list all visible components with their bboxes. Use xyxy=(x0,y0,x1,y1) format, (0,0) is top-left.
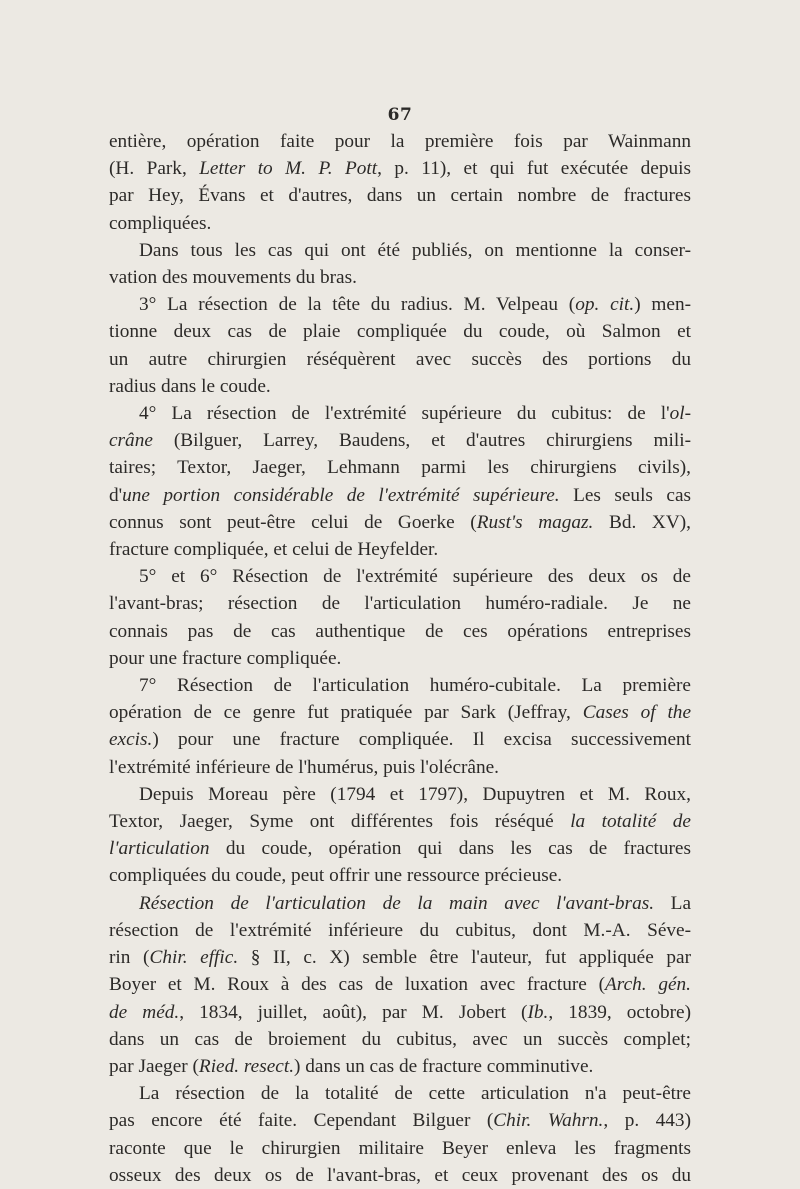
text-line xyxy=(109,264,691,291)
text-line xyxy=(109,808,691,835)
text-segment: Boyer et M. Roux à des cas de luxation avec fracture ( xyxy=(109,974,605,996)
text-line xyxy=(109,536,691,563)
text-line xyxy=(109,1107,691,1134)
text-line xyxy=(109,944,691,971)
text-segment: un autre chirurgien réséquèrent avec succès des portions du xyxy=(109,348,691,370)
text-segment: vation des mouvements du bras. xyxy=(109,267,357,289)
italic-segment: Résection de l'articulation de la main avec l'avant-bras. xyxy=(139,892,655,914)
text-line xyxy=(109,1080,691,1107)
body-text xyxy=(109,128,691,1189)
text-segment: d' xyxy=(109,484,123,506)
text-segment: l'extrémité inférieure de l'humérus, puis l'olécrâne. xyxy=(109,756,500,778)
text-segment: par Hey, Évans et d'autres, dans un certain nombre de fractures xyxy=(109,185,691,207)
text-line xyxy=(109,971,691,998)
text-line xyxy=(109,128,691,155)
text-line xyxy=(109,427,691,454)
text-segment: compliquées du coude, peut offrir une ressource précieuse. xyxy=(109,865,563,887)
text-segment: du coude, opération qui dans les cas de fractures xyxy=(209,838,691,860)
text-line xyxy=(109,1053,691,1080)
text-segment: 7° Résection de l'articulation huméro-cubitale. La première xyxy=(139,675,691,697)
text-line xyxy=(109,454,691,481)
text-line xyxy=(109,155,691,182)
italic-segment: Ried. resect. xyxy=(198,1055,295,1077)
text-line xyxy=(109,210,691,237)
text-line xyxy=(109,999,691,1026)
text-segment: La xyxy=(654,892,691,914)
text-segment: rin ( xyxy=(109,947,150,969)
text-line xyxy=(109,1162,691,1189)
text-line xyxy=(109,509,691,536)
italic-segment: excis. xyxy=(109,729,153,751)
text-line xyxy=(109,373,691,400)
text-segment: ) pour une fracture compliquée. Il excisa successivement xyxy=(152,729,691,751)
italic-segment: Letter to M. P. Pott xyxy=(199,158,378,180)
text-line xyxy=(109,590,691,617)
text-line xyxy=(109,835,691,862)
text-segment: (H. Park, xyxy=(109,158,200,180)
text-segment: par Jaeger ( xyxy=(109,1055,199,1077)
text-segment: ) men- xyxy=(634,294,692,316)
text-line xyxy=(109,1135,691,1162)
page-number: 67 xyxy=(387,105,413,125)
text-segment: pas encore été faite. Cependant Bilguer ( xyxy=(109,1110,494,1132)
italic-segment: Ib. xyxy=(527,1001,549,1023)
text-segment: radius dans le coude. xyxy=(109,375,271,397)
text-line xyxy=(109,726,691,753)
text-line xyxy=(109,699,691,726)
italic-segment: une portion considérable de l'extrémité supérieure. xyxy=(122,484,560,506)
text-line xyxy=(109,237,691,264)
text-line xyxy=(109,672,691,699)
text-line xyxy=(109,182,691,209)
text-segment: § II, c. X) semble être l'auteur, fut appliquée par xyxy=(238,947,691,969)
text-segment: taires; Textor, Jaeger, Lehmann parmi les chirurgiens civils), xyxy=(109,457,691,479)
text-line xyxy=(109,1026,691,1053)
italic-segment: Cases of the xyxy=(582,702,692,724)
text-line xyxy=(109,781,691,808)
text-segment: , p. 11), et qui fut exécutée depuis xyxy=(377,158,691,180)
text-segment: connais pas de cas authentique de ces opérations entreprises xyxy=(109,620,691,642)
italic-segment: Chir. effic. xyxy=(149,947,239,969)
text-line xyxy=(109,400,691,427)
text-segment: , 1839, octobre) xyxy=(548,1001,692,1023)
text-segment: dans un cas de broiement du cubitus, avec un succès complet; xyxy=(109,1028,691,1050)
italic-segment: Rust's magaz. xyxy=(476,511,594,533)
text-segment: Dans tous les cas qui ont été publiés, on mentionne la conser- xyxy=(139,239,691,261)
italic-segment: crâne xyxy=(109,430,153,452)
text-segment: , p. 443) xyxy=(603,1110,691,1132)
text-line xyxy=(109,645,691,672)
text-segment: résection de l'extrémité inférieure du cubitus, dont M.-A. Séve- xyxy=(109,919,691,941)
text-segment: , 1834, juillet, août), par M. Jobert ( xyxy=(179,1001,528,1023)
text-segment: 4° La résection de l'extrémité supérieure du cubitus: de l' xyxy=(139,403,670,425)
text-line xyxy=(109,346,691,373)
text-segment: (Bilguer, Larrey, Baudens, et d'autres chirurgiens mili- xyxy=(152,430,691,452)
italic-segment: op. cit. xyxy=(575,294,635,316)
text-segment: La résection de la totalité de cette articulation n'a peut-être xyxy=(139,1083,691,1105)
text-segment: fracture compliquée, et celui de Heyfelder. xyxy=(109,539,439,561)
text-segment: l'avant-bras; résection de l'articulation huméro-radiale. Je ne xyxy=(109,593,691,615)
text-line xyxy=(109,618,691,645)
text-line xyxy=(109,890,691,917)
italic-segment: Arch. gén. xyxy=(605,974,691,996)
italic-segment: Chir. Wahrn. xyxy=(493,1110,604,1132)
italic-segment: la totalité de xyxy=(570,811,691,833)
text-segment: osseux des deux os de l'avant-bras, et ceux provenant des os du xyxy=(109,1164,691,1186)
text-segment: entière, opération faite pour la première fois par Wainmann xyxy=(109,131,691,152)
italic-segment: l'articulation xyxy=(109,838,210,860)
text-line xyxy=(109,482,691,509)
text-line xyxy=(109,862,691,889)
text-segment: Bd. XV), xyxy=(593,511,691,533)
text-segment: raconte que le chirurgien militaire Beyer enleva les fragments xyxy=(109,1137,691,1159)
text-line xyxy=(109,917,691,944)
text-segment: Les seuls cas xyxy=(559,484,692,506)
text-line xyxy=(109,563,691,590)
text-line xyxy=(109,291,691,318)
text-line xyxy=(109,318,691,345)
italic-segment: ol- xyxy=(669,403,691,425)
text-segment: connus sont peut-être celui de Goerke ( xyxy=(109,511,477,533)
text-segment: Textor, Jaeger, Syme ont différentes fois réséqué xyxy=(109,811,571,833)
text-segment: 3° La résection de la tête du radius. M. Velpeau ( xyxy=(139,294,576,316)
text-segment: tionne deux cas de plaie compliquée du coude, où Salmon et xyxy=(109,321,691,343)
text-line xyxy=(109,754,691,781)
text-segment: Depuis Moreau père (1794 et 1797), Dupuytren et M. Roux, xyxy=(139,783,691,805)
text-segment: compliquées. xyxy=(109,212,212,234)
text-segment: ) dans un cas de fracture comminutive. xyxy=(294,1055,594,1077)
italic-segment: de méd. xyxy=(109,1001,180,1023)
text-segment: 5° et 6° Résection de l'extrémité supérieure des deux os de xyxy=(139,566,691,588)
text-segment: opération de ce genre fut pratiquée par Sark (Jeffray, xyxy=(109,702,583,724)
text-segment: pour une fracture compliquée. xyxy=(109,647,342,669)
